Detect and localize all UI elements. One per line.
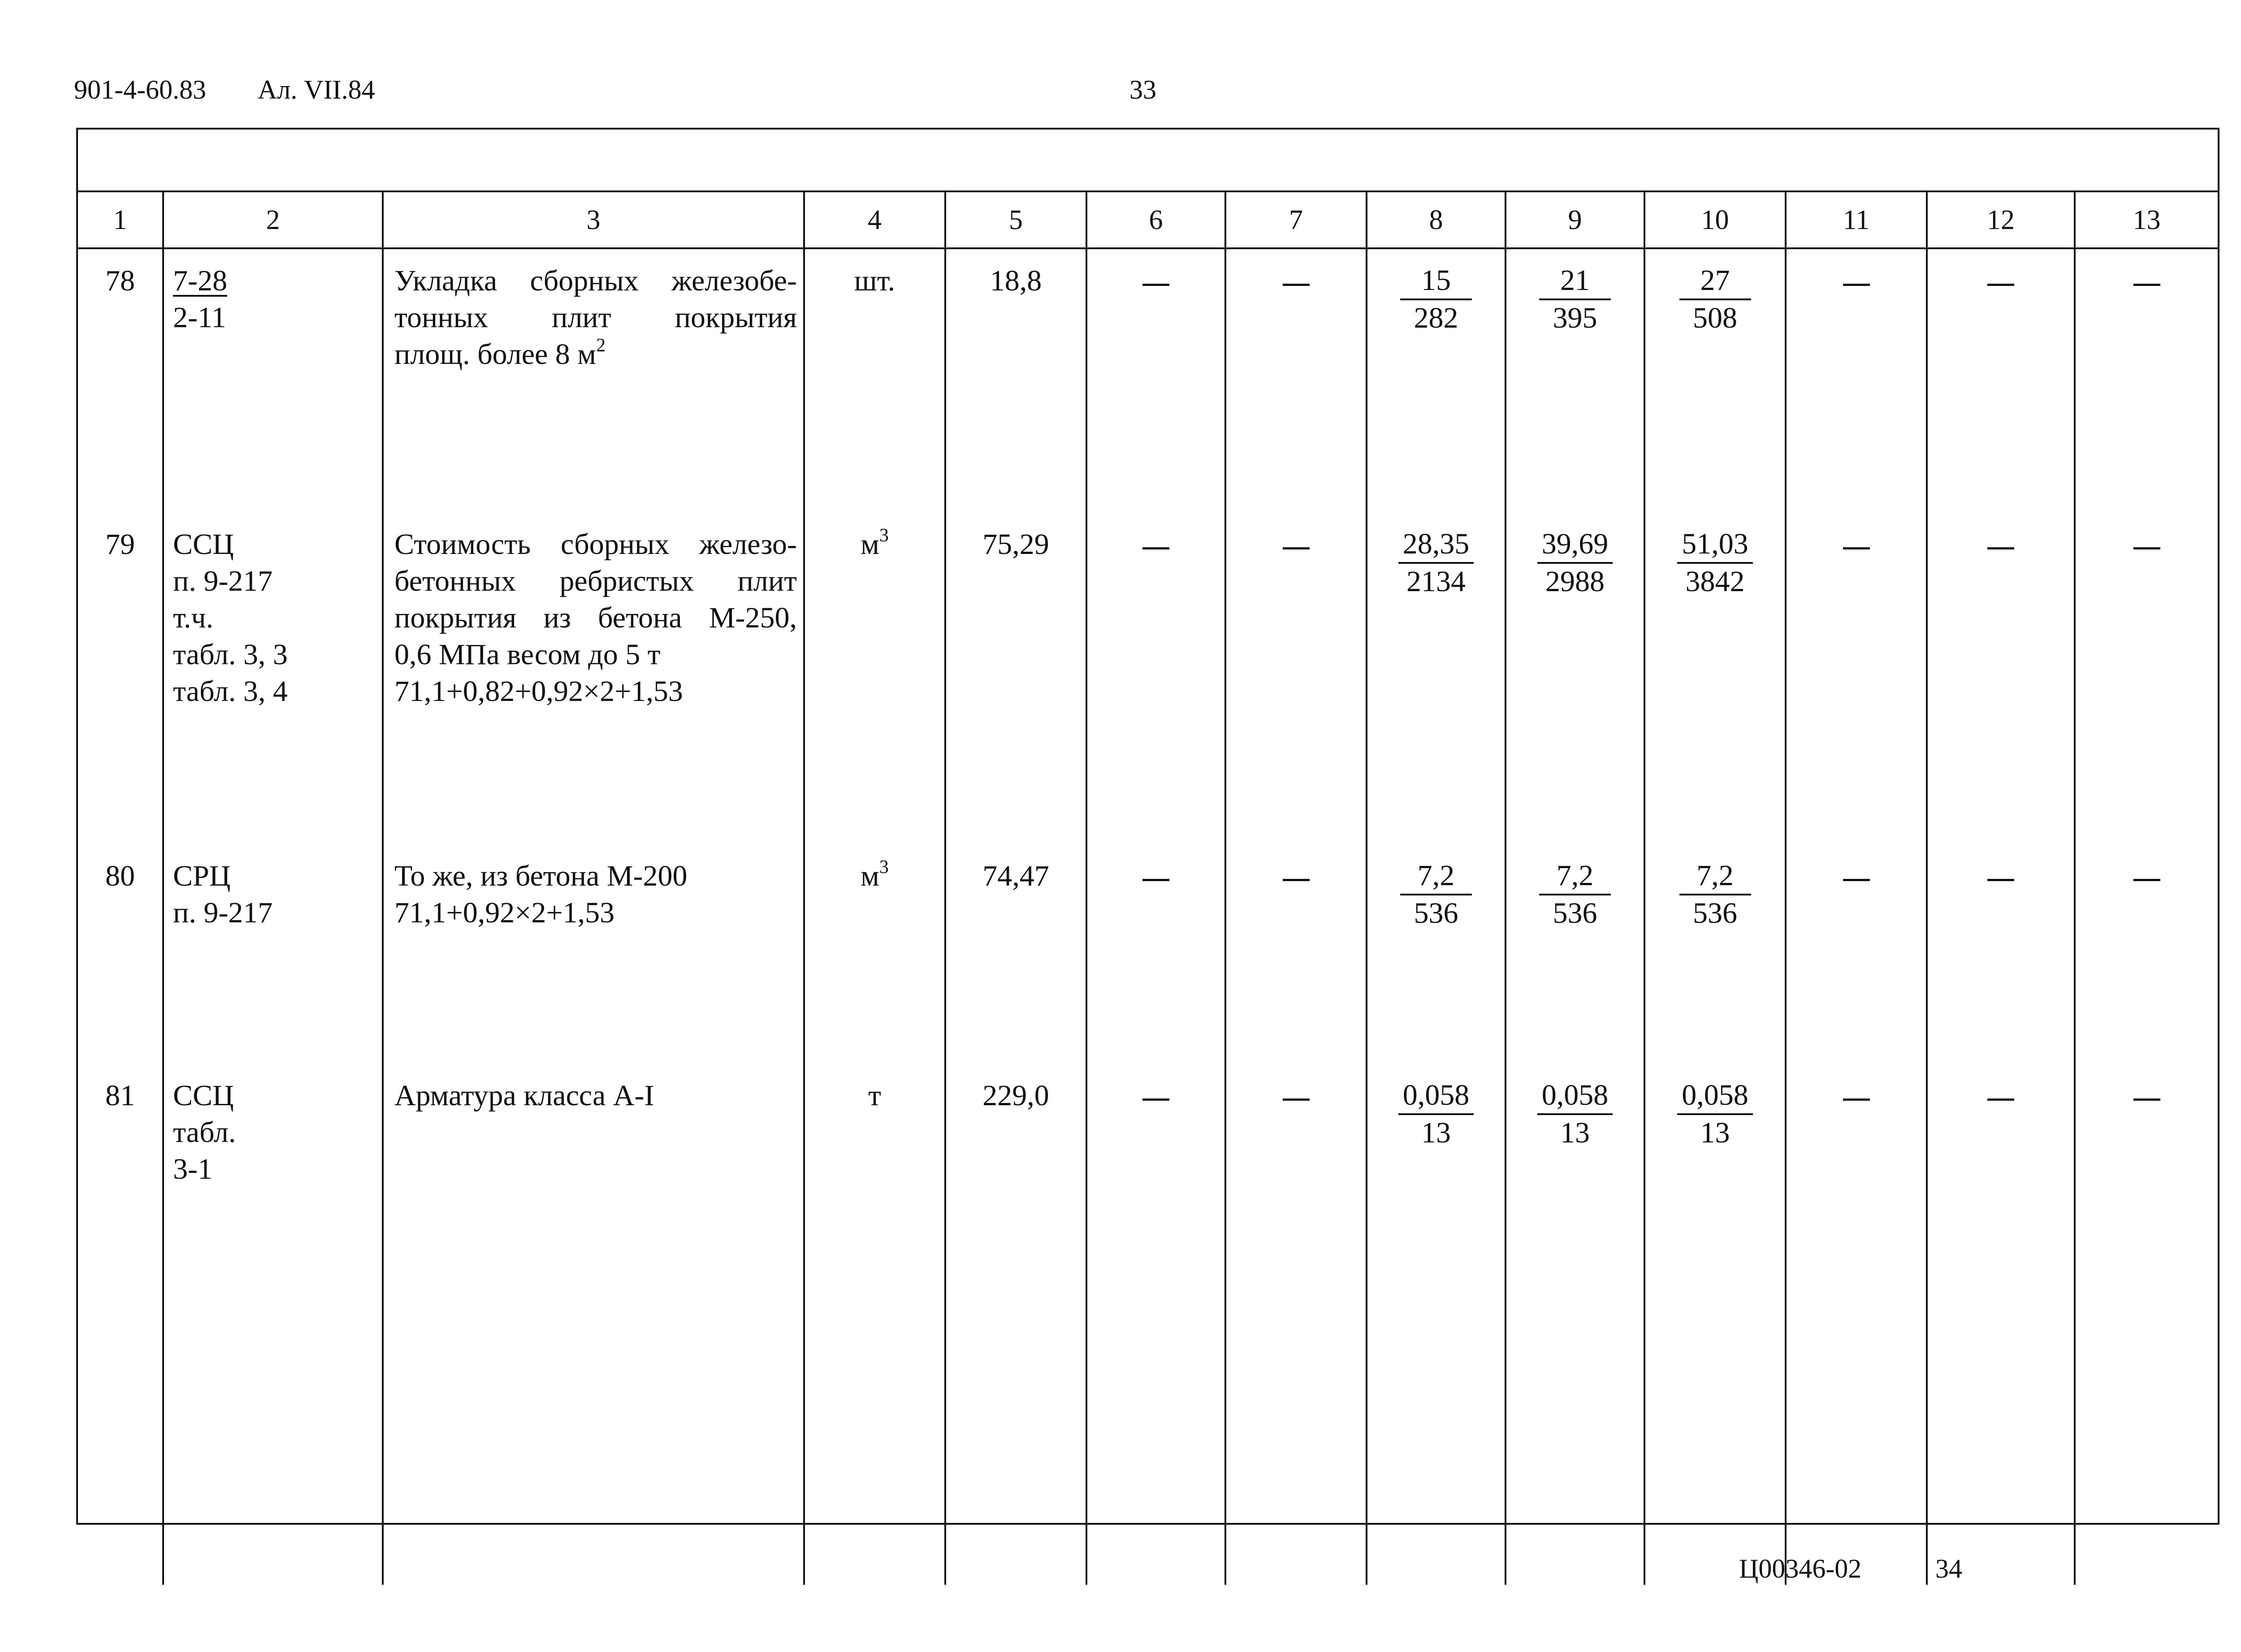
column-header: 13: [2075, 192, 2218, 248]
dash-mark: [1843, 284, 1870, 286]
empty-value: [1225, 513, 1367, 844]
rate-code-line: табл. 3, 3: [173, 638, 288, 671]
empty-value: [2075, 1064, 2218, 1585]
work-description: [383, 248, 804, 513]
fraction-denominator: 395: [1553, 302, 1597, 334]
empty-value: [1225, 248, 1367, 513]
footer-document-code: Ц00346-02: [1739, 1554, 1862, 1583]
rate-reference: [163, 513, 383, 844]
dash-mark: [2133, 879, 2160, 881]
fraction: [1537, 1077, 1613, 1151]
work-description: [383, 844, 804, 1064]
rate-code-line: п. 9-217: [173, 896, 273, 929]
page-number: 33: [1129, 75, 1156, 104]
table-row: [78, 248, 2218, 513]
fraction-cell: [1506, 844, 1644, 1064]
fraction-cell: [1644, 1064, 1786, 1585]
unit: [804, 844, 945, 1064]
fraction-cell: [1506, 1064, 1644, 1585]
fraction-numerator: 7,2: [1539, 858, 1611, 895]
dash-mark: [1142, 879, 1169, 881]
column-header: 1: [78, 192, 163, 248]
superscript: 2: [596, 335, 606, 356]
dash-mark: [1142, 284, 1169, 286]
superscript: 3: [879, 525, 889, 546]
fraction-denominator: 13: [1560, 1116, 1590, 1149]
fraction-cell: [1644, 844, 1786, 1064]
fraction-numerator: 7,2: [1400, 858, 1472, 895]
rate-code-line: 2-11: [173, 301, 226, 334]
fraction: [1398, 526, 1474, 600]
rate-code-line: 7-28: [173, 264, 227, 297]
unit-price: 229,0: [945, 1064, 1086, 1585]
fraction-numerator: 51,03: [1677, 526, 1753, 564]
dash-mark: [2133, 284, 2160, 286]
superscript: 3: [879, 857, 889, 878]
row-number: 80: [105, 860, 135, 892]
fraction-numerator: 27: [1679, 263, 1751, 300]
fraction-denominator: 2988: [1545, 565, 1605, 598]
unit-price: 75,29: [945, 513, 1086, 844]
table-row: [78, 844, 2218, 1064]
rate-code-line: табл.: [173, 1116, 236, 1149]
rate-code-line: ССЦ: [173, 528, 234, 561]
rate-code-line: ССЦ: [173, 1079, 234, 1112]
row-number: 81: [105, 1079, 135, 1112]
fraction-cell: [1367, 513, 1506, 844]
dash-mark: [2133, 1098, 2160, 1101]
dash-mark: [1843, 879, 1870, 881]
empty-value: [1086, 844, 1225, 1064]
column-header: 4: [804, 192, 945, 248]
fraction-denominator: 536: [1414, 897, 1458, 930]
empty-value: [2075, 513, 2218, 844]
empty-value: [1927, 844, 2075, 1064]
fraction-denominator: 13: [1421, 1116, 1451, 1149]
document-code: 901-4-60.83: [74, 75, 206, 104]
description-line: покрытия из бетона М-250,: [394, 601, 797, 634]
fraction-denominator: 536: [1693, 897, 1737, 930]
column-header: 12: [1927, 192, 2075, 248]
column-header: 11: [1786, 192, 1927, 248]
unit-text: шт.: [854, 264, 896, 297]
empty-value: [2075, 248, 2218, 513]
empty-value: [1086, 248, 1225, 513]
fraction-cell: [1367, 248, 1506, 513]
fraction: [1398, 1077, 1474, 1151]
empty-value: [1927, 248, 2075, 513]
dash-mark: [1987, 284, 2014, 286]
column-header: 10: [1644, 192, 1786, 248]
fraction: [1677, 1077, 1753, 1151]
fraction: [1679, 263, 1751, 336]
fraction-cell: [1367, 1064, 1506, 1585]
dash-mark: [1843, 1098, 1870, 1101]
fraction: [1400, 263, 1472, 336]
description-line: бетонных ребристых плит: [394, 565, 797, 597]
empty-value: [1086, 513, 1225, 844]
dash-mark: [1142, 547, 1169, 549]
description-line: Укладка сборных железобе-: [394, 264, 797, 297]
column-header: 5: [945, 192, 1086, 248]
empty-value: [1086, 1064, 1225, 1585]
fraction-denominator: 3842: [1685, 565, 1745, 598]
fraction-cell: [1506, 248, 1644, 513]
description-line: Стоимость сборных железо-: [394, 528, 797, 561]
empty-value: [1786, 844, 1927, 1064]
empty-value: [1786, 1064, 1927, 1585]
fraction: [1400, 858, 1472, 931]
fraction-numerator: 21: [1539, 263, 1611, 300]
fraction: [1539, 858, 1611, 931]
description-text: площ. более 8 м: [394, 338, 597, 371]
estimate-sheet: [76, 128, 2219, 1525]
empty-value: [1927, 513, 2075, 844]
fraction-numerator: 0,058: [1398, 1077, 1474, 1115]
work-description: [383, 1064, 804, 1585]
description-line: 71,1+0,92×2+1,53: [394, 896, 615, 929]
column-number-row: [78, 192, 2218, 248]
unit-text: м: [861, 528, 879, 561]
fraction: [1679, 858, 1751, 931]
rate-reference: [163, 844, 383, 1064]
fraction-numerator: 0,058: [1537, 1077, 1613, 1115]
dash-mark: [1987, 1098, 2014, 1101]
rate-code-line: табл. 3, 4: [173, 675, 288, 708]
empty-value: [1786, 248, 1927, 513]
empty-value: [1927, 1064, 2075, 1585]
fraction-numerator: 0,058: [1677, 1077, 1753, 1115]
unit-price: 18,8: [945, 248, 1086, 513]
description-line: То же, из бетона М-200: [394, 860, 688, 892]
fraction: [1677, 526, 1753, 600]
description-line: 0,6 МПа весом до 5 т: [394, 638, 661, 671]
column-header: 2: [163, 192, 383, 248]
unit: [804, 513, 945, 844]
table-row: [78, 513, 2218, 844]
description-line: Арматура класса А-I: [394, 1079, 654, 1112]
dash-mark: [1283, 879, 1310, 881]
column-header: 8: [1367, 192, 1506, 248]
dash-mark: [1142, 1098, 1169, 1101]
table-row: [78, 1064, 2218, 1585]
dash-mark: [1283, 1098, 1310, 1101]
fraction-numerator: 28,35: [1398, 526, 1474, 564]
fraction-numerator: 39,69: [1537, 526, 1613, 564]
rate-code-line: 3-1: [173, 1153, 212, 1185]
dash-mark: [1283, 284, 1310, 286]
footer-page-number: 34: [1935, 1554, 1962, 1583]
row-number: 79: [105, 528, 135, 561]
dash-mark: [1987, 547, 2014, 549]
fraction-numerator: 15: [1400, 263, 1472, 300]
rate-reference: [163, 248, 383, 513]
unit-text: м: [861, 860, 879, 892]
unit: [804, 248, 945, 513]
column-header: 9: [1506, 192, 1644, 248]
unit: [804, 1064, 945, 1585]
empty-value: [1786, 513, 1927, 844]
column-header: 3: [383, 192, 804, 248]
fraction-denominator: 2134: [1406, 565, 1466, 598]
rate-code-line: т.ч.: [173, 601, 214, 634]
unit-text: т: [868, 1079, 881, 1112]
description-line: тонных плит покрытия: [394, 301, 797, 334]
fraction-cell: [1367, 844, 1506, 1064]
fraction-numerator: 7,2: [1679, 858, 1751, 895]
fraction: [1537, 526, 1613, 600]
empty-value: [1225, 1064, 1367, 1585]
rate-code-line: п. 9-217: [173, 565, 273, 597]
album-number: Ал. VII.84: [258, 75, 375, 104]
fraction-cell: [1506, 513, 1644, 844]
dash-mark: [1987, 879, 2014, 881]
dash-mark: [1283, 547, 1310, 549]
empty-value: [1225, 844, 1367, 1064]
fraction-denominator: 508: [1693, 302, 1737, 334]
rate-reference: [163, 1064, 383, 1585]
description-line: 71,1+0,82+0,92×2+1,53: [394, 675, 683, 708]
column-header: 6: [1086, 192, 1225, 248]
fraction-cell: [1644, 248, 1786, 513]
fraction-denominator: 13: [1700, 1116, 1730, 1149]
estimate-table: [78, 192, 2218, 1585]
column-header: 7: [1225, 192, 1367, 248]
fraction-denominator: 536: [1553, 897, 1597, 930]
dash-mark: [2133, 547, 2160, 549]
row-number: 78: [105, 264, 135, 297]
work-description: [383, 513, 804, 844]
dash-mark: [1843, 547, 1870, 549]
rate-code-line: СРЦ: [173, 860, 231, 892]
fraction-cell: [1644, 513, 1786, 844]
table-title-strip: [78, 130, 2218, 192]
empty-value: [2075, 844, 2218, 1064]
fraction: [1539, 263, 1611, 336]
unit-price: 74,47: [945, 844, 1086, 1064]
fraction-denominator: 282: [1414, 302, 1458, 334]
description-line: [394, 336, 797, 373]
